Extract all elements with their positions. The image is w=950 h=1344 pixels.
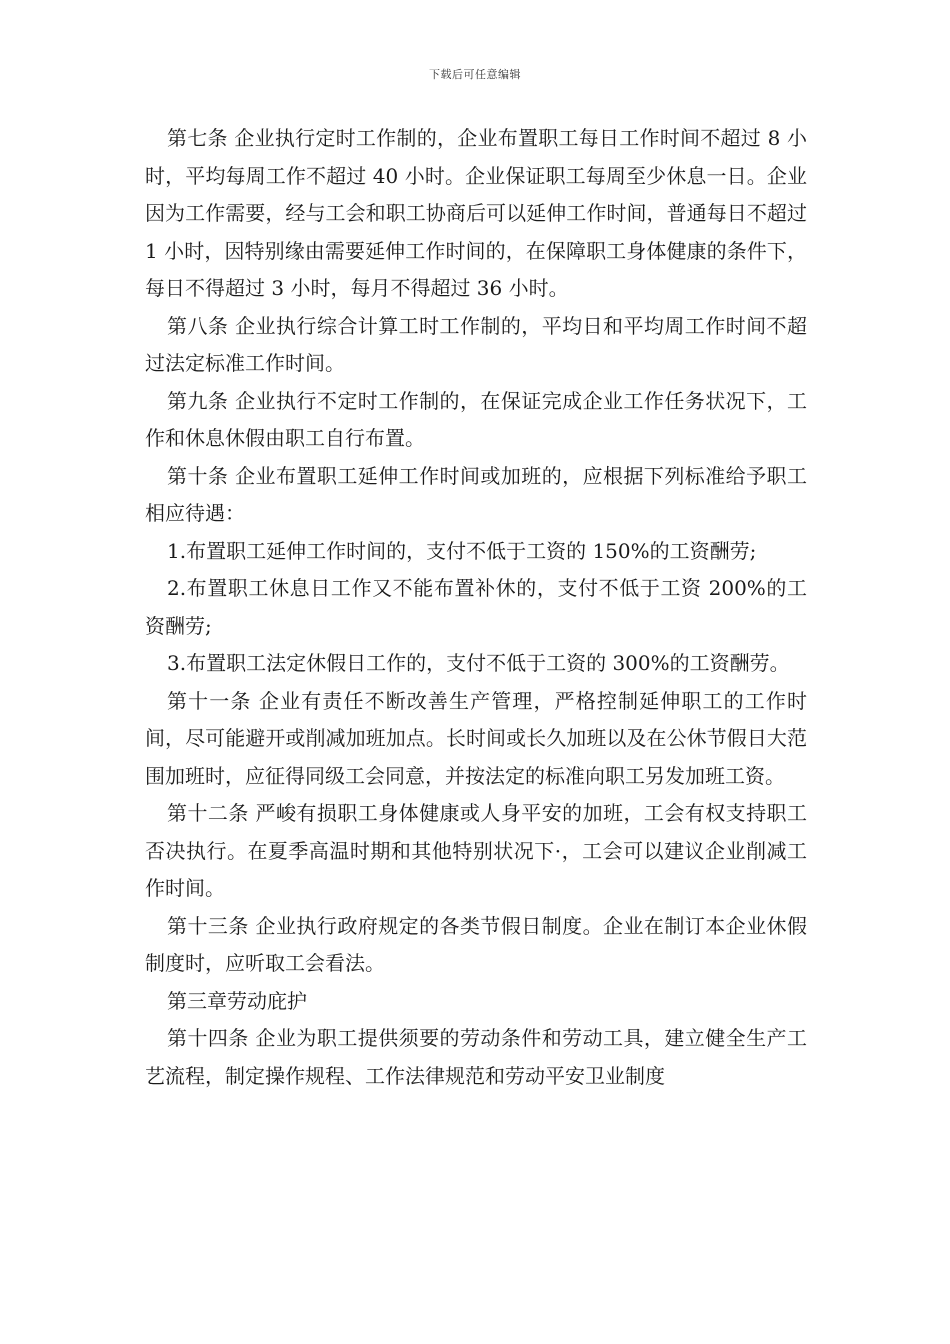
article-7-paragraph: 第七条 企业执行定时工作制的，企业布置职工每日工作时间不超过 8 小时，平均每周工作不超过 40 小时。企业保证职工每周至少休息一日。企业因为工作需要，经与工会和职工协商后可以延伸工作时间，普通每日不超过 1 小时，因特别缘由需要延伸工作时间的，在保障职工身体健康的条件下，每日不得超过 3 小时，每月不得超过 36 小时。	[145, 126, 807, 300]
article-9-paragraph: 第九条 企业执行不定时工作制的，在保证完成企业工作任务状况下，工作和休息休假由职工自行布置。	[145, 388, 807, 450]
list-item-2: 2.布置职工休息日工作又不能布置补休的，支付不低于工资 200%的工资酬劳;	[145, 576, 807, 638]
article-10-paragraph: 第十条 企业布置职工延伸工作时间或加班的，应根据下列标准给予职工相应待遇：	[145, 463, 807, 525]
article-8-paragraph: 第八条 企业执行综合计算工时工作制的，平均日和平均周工作时间不超过法定标准工作时间。	[145, 313, 807, 375]
document-body	[145, 120, 807, 1095]
article-11-paragraph: 第十一条 企业有责任不断改善生产管理，严格控制延伸职工的工作时间，尽可能避开或削减加班加点。长时间或长久加班以及在公休节假日大范围加班时，应征得同级工会同意，并按法定的标准向职工另发加班工资。	[145, 688, 807, 788]
article-12-paragraph: 第十二条 严峻有损职工身体健康或人身平安的加班，工会有权支持职工否决执行。在夏季高温时期和其他特别状况下·，工会可以建议企业削减工作时间。	[145, 801, 807, 900]
page-header: 下载后可任意编辑	[429, 68, 521, 81]
article-14-paragraph: 第十四条 企业为职工提供须要的劳动条件和劳动工具，建立健全生产工艺流程，制定操作规程、工作法律规范和劳动平安卫业制度	[145, 1026, 807, 1088]
chapter-3-heading: 第三章劳动庇护	[167, 988, 307, 1013]
list-item-1: 1.布置职工延伸工作时间的，支付不低于工资的 150%的工资酬劳;	[167, 538, 757, 563]
article-13-paragraph: 第十三条 企业执行政府规定的各类节假日制度。企业在制订本企业休假制度时，应听取工会看法。	[145, 913, 807, 975]
list-item-3: 3.布置职工法定休假日工作的，支付不低于工资的 300%的工资酬劳。	[167, 651, 790, 675]
